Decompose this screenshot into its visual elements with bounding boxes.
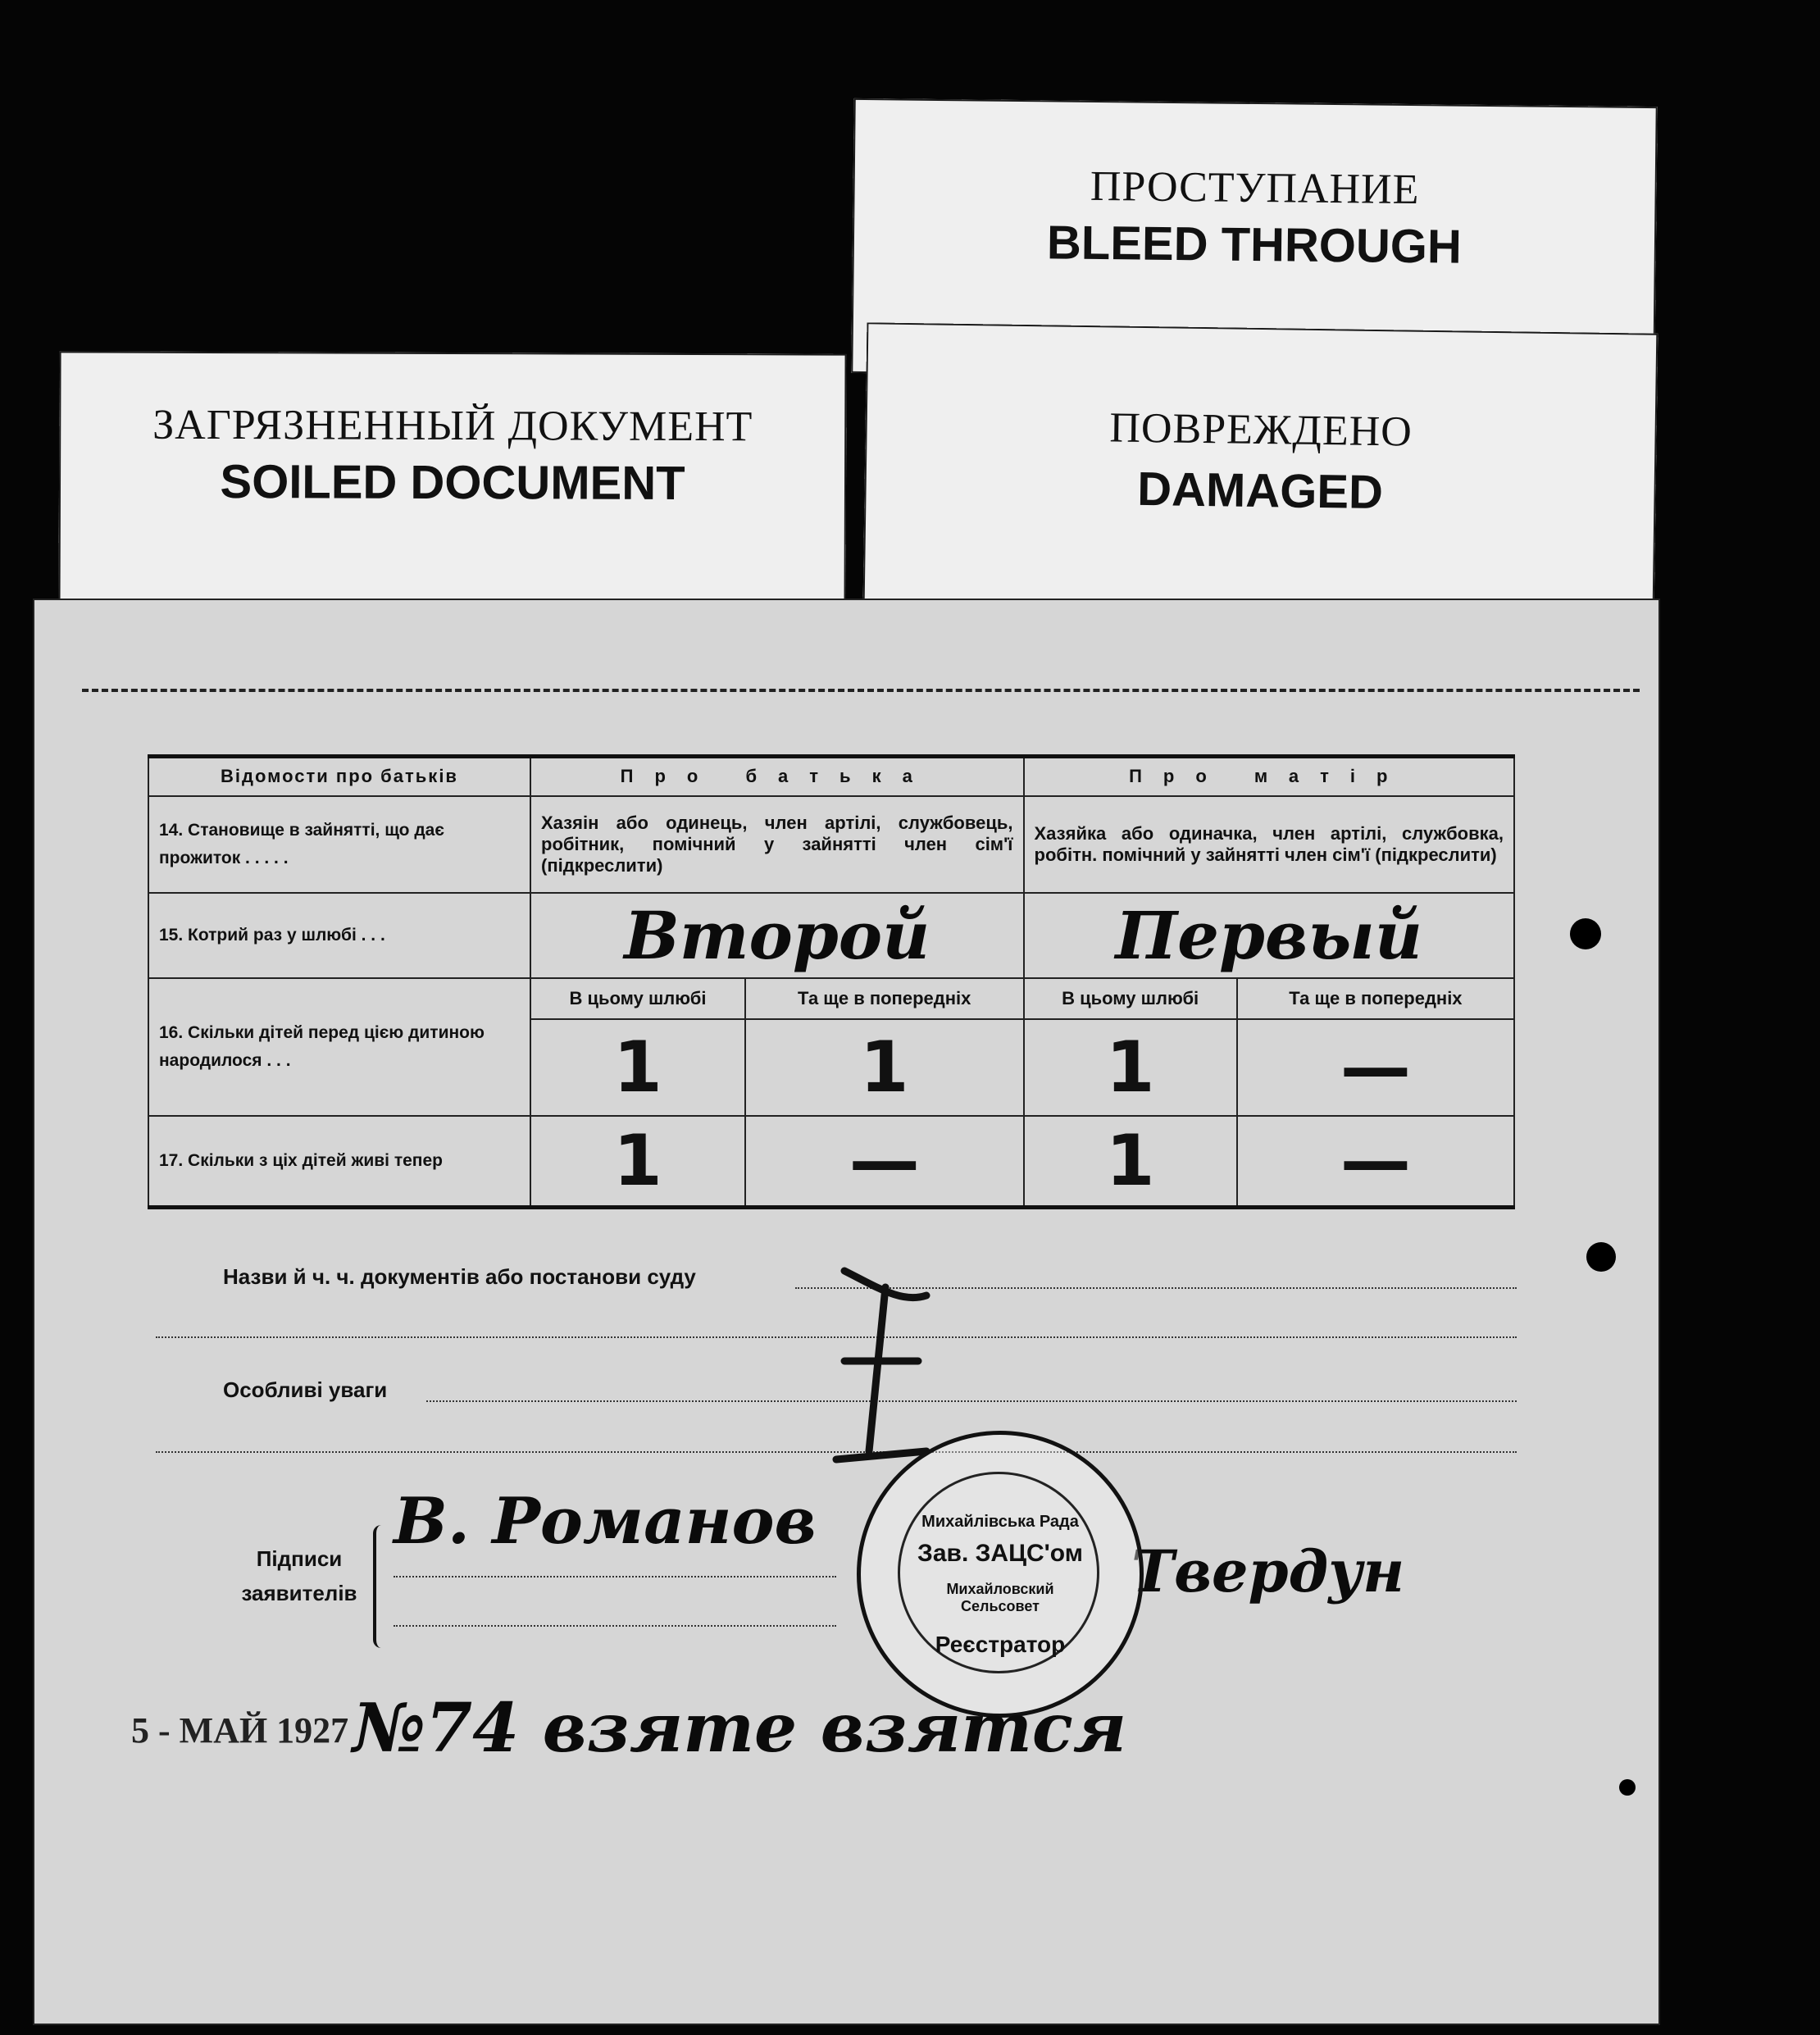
remarks-label: Особливі уваги [223, 1377, 388, 1402]
mother-occupation-options: Хазяйка або одиначка, член артілі, службовка, робітн. помічний у зайнятті член сім'ї (підкреслити) [1024, 796, 1515, 893]
question-16: 16. Скільки дітей перед цією дитиною народилося . . . [148, 978, 530, 1116]
signature-registrar: Твердун [1131, 1537, 1405, 1605]
date-stamp: 5 - МАЙ 1927 [131, 1710, 349, 1750]
question-14: 14. Становище в зайнятті, що дає прожиток . . . . . [148, 796, 530, 893]
bleed-through-en: BLEED THROUGH [1046, 216, 1463, 274]
punch-hole-1 [1570, 918, 1601, 949]
question-15: 15. Котрий раз у шлюбі . . . [148, 893, 530, 978]
signatures-bracket [373, 1525, 381, 1648]
father-marriage-count: Второй [530, 893, 1024, 978]
punch-hole-2 [1586, 1242, 1616, 1272]
perforation-line [82, 689, 1640, 692]
signature-romanov: В. Романов [394, 1484, 817, 1559]
stamp-top-text: Михайлівська Рада [921, 1513, 1079, 1531]
parents-info-table [148, 754, 1515, 1209]
registration-form-sheet [33, 599, 1660, 2025]
r16-mother-this: 1 [1024, 1019, 1237, 1116]
mother-this-marriage-header: В цьому шлюбі [1024, 978, 1237, 1019]
stamp-bottom-text: Реєстратор [935, 1632, 1066, 1657]
r16-mother-previous: — [1237, 1019, 1514, 1116]
mother-previous-header: Та ще в попередніх [1237, 978, 1514, 1019]
father-previous-header: Та ще в попередніх [745, 978, 1024, 1019]
header-mother: Про матір [1024, 757, 1515, 796]
soiled-document-card [58, 351, 846, 624]
bleed-through-ru: ПРОСТУПАНИЕ [1090, 162, 1420, 214]
father-this-marriage-header: В цьому шлюбі [530, 978, 745, 1019]
stamp-middle-text: Зав. ЗАЦС'ом [917, 1540, 1083, 1567]
soiled-document-en: SOILED DOCUMENT [220, 455, 685, 510]
header-father: Про батька [530, 757, 1024, 796]
r16-father-previous: 1 [745, 1019, 1024, 1116]
question-17: 17. Скільки з ціх дітей живі тепер [148, 1116, 530, 1208]
signature-line-2 [394, 1625, 836, 1627]
official-stamp [857, 1431, 1144, 1718]
soiled-document-ru: ЗАГРЯЗНЕННЫЙ ДОКУМЕНТ [152, 401, 753, 451]
r17-mother-this: 1 [1024, 1116, 1237, 1208]
documents-label: Назви й ч. ч. документів або постанови суду [223, 1264, 696, 1289]
father-occupation-options: Хазяін або одинець, член артілі, службовець, робітник, помічний у зайнятті член сім'ї (підкреслити) [530, 796, 1024, 893]
stamp-lower-text: Михайловский Сельсовет [946, 1581, 1054, 1614]
damaged-card [863, 322, 1658, 612]
mother-marriage-count: Первый [1024, 893, 1515, 978]
damaged-en: DAMAGED [1136, 462, 1384, 520]
r16-father-this: 1 [530, 1019, 745, 1116]
r17-father-previous: — [745, 1116, 1024, 1208]
handwritten-note: №74 взяте взятся [353, 1689, 1127, 1768]
signature-line-1 [394, 1576, 836, 1577]
header-parents-info: Відомости про батьків [148, 757, 530, 796]
r17-father-this: 1 [530, 1116, 745, 1208]
signatures-label: Підписи заявителів [241, 1546, 357, 1605]
punch-hole-3 [1619, 1779, 1636, 1796]
damaged-ru: ПОВРЕЖДЕНО [1109, 404, 1413, 456]
r17-mother-previous: — [1237, 1116, 1514, 1208]
